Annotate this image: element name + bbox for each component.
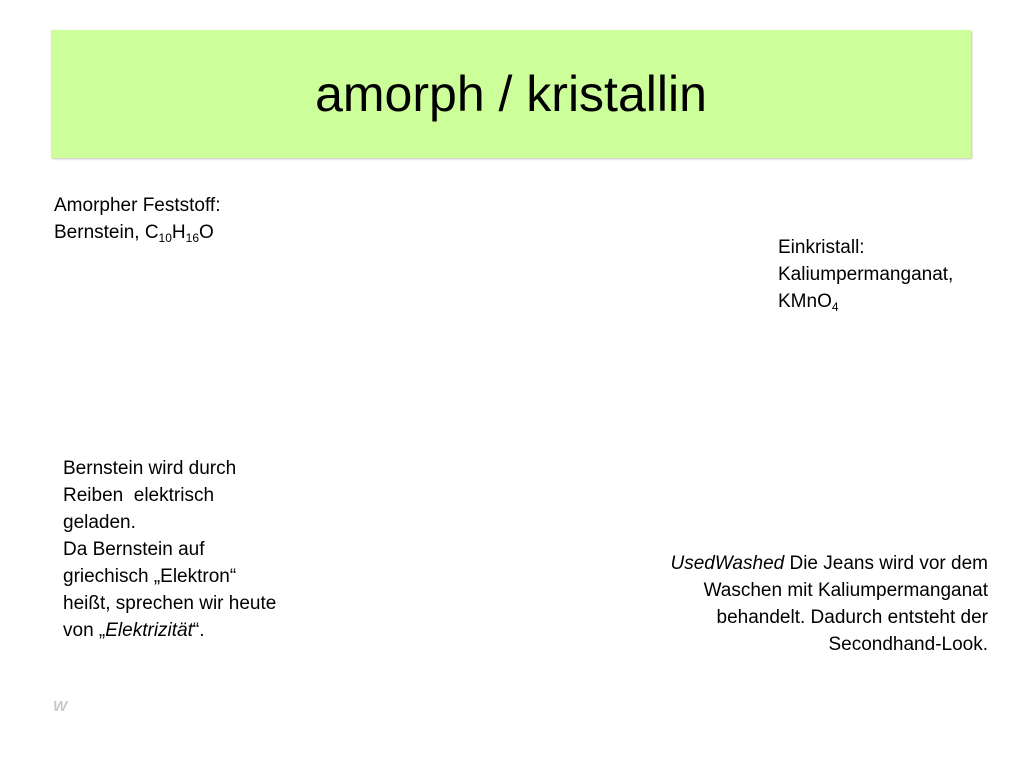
bernstein-line-7 (63, 617, 343, 644)
bernstein-line-7-italic: Elektrizität (105, 620, 193, 641)
amorph-caption (54, 192, 221, 246)
amorph-heading: Amorpher Feststoff: (54, 195, 221, 216)
bernstein-line-1: Bernstein wird durch (63, 458, 237, 479)
jeans-line-2: Waschen mit Kaliumpermanganat (703, 580, 988, 601)
kristall-caption (778, 234, 953, 315)
jeans-line-4: Secondhand-Look. (828, 634, 988, 655)
bernstein-line-3: geladen. (63, 512, 136, 533)
kristall-formula-line (778, 288, 953, 315)
amorph-formula-sub-c: 10 (158, 231, 172, 245)
bernstein-line-4: Da Bernstein auf (63, 539, 205, 560)
jeans-line-1-italic: UsedWashed (670, 553, 785, 574)
watermark-letter: W (53, 698, 68, 715)
jeans-text (560, 550, 988, 658)
bernstein-text (63, 455, 343, 644)
bernstein-line-7-suffix: “. (192, 620, 205, 641)
amorph-formula-line (54, 219, 221, 246)
bernstein-line-7-prefix: von „ (63, 620, 106, 641)
kristall-heading: Einkristall: (778, 237, 865, 258)
kristall-name: Kaliumpermanganat, (778, 264, 954, 285)
amorph-formula-o: O (199, 222, 214, 243)
amorph-formula-sub-h: 16 (185, 231, 199, 245)
slide-title: amorph / kristallin (315, 66, 707, 122)
amorph-formula-prefix: Bernstein, C (54, 222, 159, 243)
jeans-line-1-rest: Die Jeans wird vor dem (784, 553, 988, 574)
title-banner (51, 30, 971, 158)
amorph-formula-h: H (171, 222, 186, 243)
jeans-line-3: behandelt. Dadurch entsteht der (716, 607, 988, 628)
bernstein-line-2: Reiben elektrisch (63, 485, 215, 506)
bernstein-line-6: heißt, sprechen wir heute (63, 593, 277, 614)
kristall-formula: KMnO (778, 291, 832, 312)
jeans-line-1 (560, 550, 988, 577)
bernstein-line-5: griechisch „Elektron“ (63, 566, 237, 587)
kristall-formula-sub: 4 (831, 300, 839, 314)
